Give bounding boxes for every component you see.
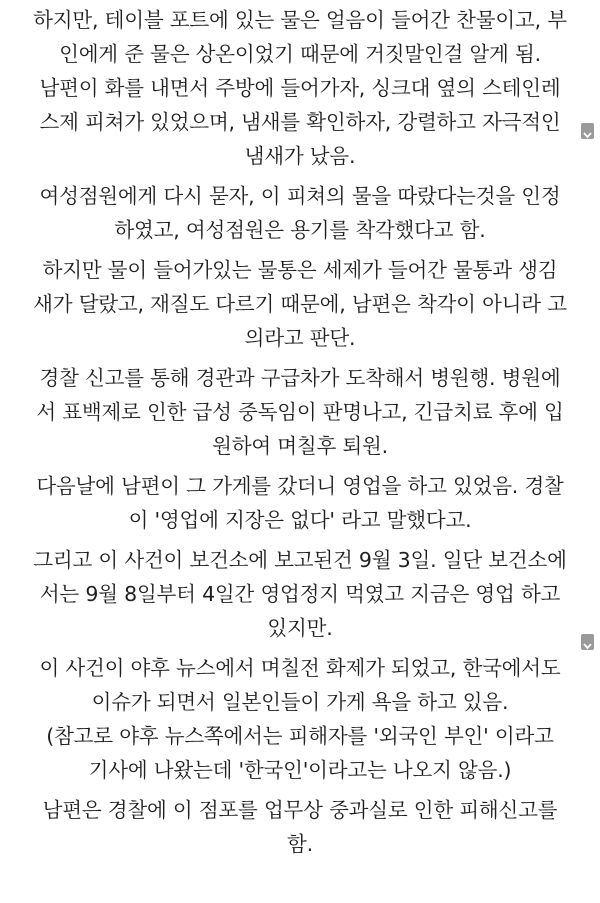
text-line: 다음날에 남편이 그 가게를 갔더니 영업을 하고 있었음. 경찰 [36, 474, 564, 498]
text-line: 이 사건이 야후 뉴스에서 며칠전 화제가 되었고, 한국에서도 [39, 656, 561, 680]
text-line: 경찰 신고를 통해 경관과 구급차가 도착해서 병원행. 병원에 [39, 366, 561, 390]
text-line: 이 '영업에 지장은 없다' 라고 말했다고. [128, 508, 472, 532]
text-line: 하지만, 테이블 포트에 있는 물은 얼음이 들어간 찬물이고, 부 [33, 8, 567, 32]
text-line: 남편은 경찰에 이 점포를 업무상 중과실로 인한 피해신고를 [42, 798, 558, 822]
text-line: 함. [287, 832, 313, 856]
text-line: 스제 피쳐가 있었으며, 냄새를 확인하자, 강렬하고 자극적인 [39, 110, 561, 134]
text-line: 여성점원에게 다시 묻자, 이 피쳐의 물을 따랐다는것을 인정 [39, 184, 561, 208]
text-line: 서는 9월 8일부터 4일간 영업정지 먹였고 지금은 영업 하고 [39, 582, 561, 606]
text-line: 새가 달랐고, 재질도 다르기 때문에, 남편은 착각이 아니라 고 [33, 292, 567, 316]
text-line: 냄새가 났음. [244, 144, 356, 168]
text-line: 하였고, 여성점원은 용기를 착각했다고 함. [114, 218, 486, 242]
text-line: 인에게 준 물은 상온이었기 때문에 거짓말인걸 알게 됨. [59, 42, 541, 66]
text-line: 남편이 화를 내면서 주방에 들어가자, 싱크대 옆의 스테인레 [39, 76, 561, 100]
text-line: 하지만 물이 들어가있는 물통은 세제가 들어간 물통과 생김 [42, 258, 558, 282]
text-line: 의라고 판단. [244, 326, 356, 350]
text-line: 이슈가 되면서 일본인들이 가게 욕을 하고 있음. [91, 690, 509, 714]
text-line: 있지만. [267, 616, 333, 640]
text-line: 원하여 며칠후 퇴원. [212, 434, 388, 458]
chevron-down-icon[interactable] [581, 634, 594, 650]
text-line: (참고로 야후 뉴스쪽에서는 피해자를 '외국인 부인' 이라고 [46, 724, 554, 748]
text-line: 그리고 이 사건이 보건소에 보고된건 9월 3일. 일단 보건소에 [33, 548, 567, 572]
text-line: 서 표백제로 인한 급성 중독임이 판명나고, 긴급치료 후에 입 [36, 400, 564, 424]
chevron-down-icon [583, 131, 592, 139]
chevron-down-icon[interactable] [581, 123, 594, 139]
text-line: 기사에 나왔는데 '한국인'이라고는 나오지 않음.) [88, 758, 512, 782]
chevron-down-icon [583, 642, 592, 650]
